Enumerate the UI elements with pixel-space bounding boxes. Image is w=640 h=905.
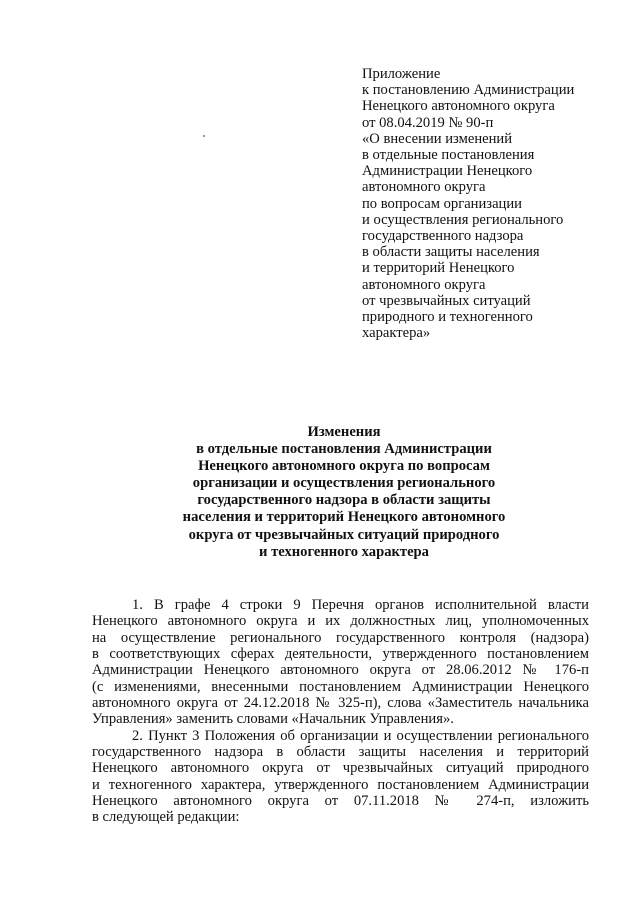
body-line: в соответствующих сферах деятельности, утвержденного постановлением	[92, 646, 589, 663]
title-line: округа от чрезвычайных ситуаций природного	[188, 526, 500, 543]
appendix-line: автономного округа	[362, 276, 486, 293]
appendix-header	[362, 66, 632, 341]
document-body	[92, 597, 589, 826]
body-line: автономного округа от 24.12.2018 № 325-п), слова «Заместитель начальника	[92, 695, 589, 712]
title-line: Ненецкого автономного округа по вопросам	[198, 458, 490, 475]
appendix-line: природного и техногенного	[362, 309, 533, 326]
appendix-line: в области защиты населения	[362, 244, 540, 261]
body-line: Ненецкого автономного округа и их должностных лиц, уполномоченных	[92, 613, 589, 630]
appendix-line: от чрезвычайных ситуаций	[362, 292, 531, 309]
appendix-line: Администрации Ненецкого	[362, 163, 533, 180]
appendix-line: и территорий Ненецкого	[362, 260, 515, 277]
title-line: в отдельные постановления Администрации	[196, 441, 492, 458]
paragraph-2	[92, 728, 589, 826]
body-line: в следующей редакции:	[92, 809, 240, 826]
title-line: государственного надзора в области защиты	[197, 492, 491, 509]
appendix-line: характера»	[362, 325, 431, 342]
appendix-line: автономного округа	[362, 179, 486, 196]
body-line: и техногенного характера, утвержденного постановлением Администрации	[92, 776, 589, 793]
body-line: Управления» заменить словами «Начальник Управления».	[92, 711, 454, 728]
body-line: 1. В графе 4 строки 9 Перечня органов исполнительной власти	[132, 597, 589, 613]
appendix-line: в отдельные постановления	[362, 147, 535, 164]
body-line: Администрации Ненецкого автономного округа от 28.06.2012 № 176-п	[92, 662, 589, 679]
body-line: на осуществление регионального государственного контроля (надзора)	[92, 629, 589, 646]
body-line: Ненецкого автономного округа от чрезвычайных ситуаций природного	[92, 760, 589, 777]
body-line: (с изменениями, внесенными постановлением Администрации Ненецкого	[92, 678, 589, 695]
title-line: населения и территорий Ненецкого автономного	[182, 509, 506, 526]
appendix-line: государственного надзора	[362, 228, 524, 245]
body-line: государственного надзора в области защиты населения и территорий	[92, 744, 589, 761]
title-line: и техногенного характера	[259, 543, 429, 560]
appendix-line: к постановлению Администрации	[362, 82, 575, 99]
body-line: Ненецкого автономного округа от 07.11.2018 № 274-п, изложить	[92, 793, 589, 810]
appendix-line: Приложение	[362, 66, 441, 82]
appendix-line: Ненецкого автономного округа	[362, 98, 555, 115]
appendix-line: от 08.04.2019 № 90-п	[362, 114, 494, 131]
title-line: Изменения	[307, 424, 381, 440]
paragraph-1	[92, 597, 589, 728]
appendix-line: по вопросам организации	[362, 195, 522, 212]
scan-dot	[203, 135, 205, 137]
appendix-line: и осуществления регионального	[362, 211, 564, 228]
title-line: организации и осуществления регионального	[192, 475, 496, 492]
body-line: 2. Пункт 3 Положения об организации и осуществлении регионального	[132, 727, 589, 744]
document-title	[150, 424, 538, 561]
appendix-line: «О внесении изменений	[362, 130, 513, 147]
